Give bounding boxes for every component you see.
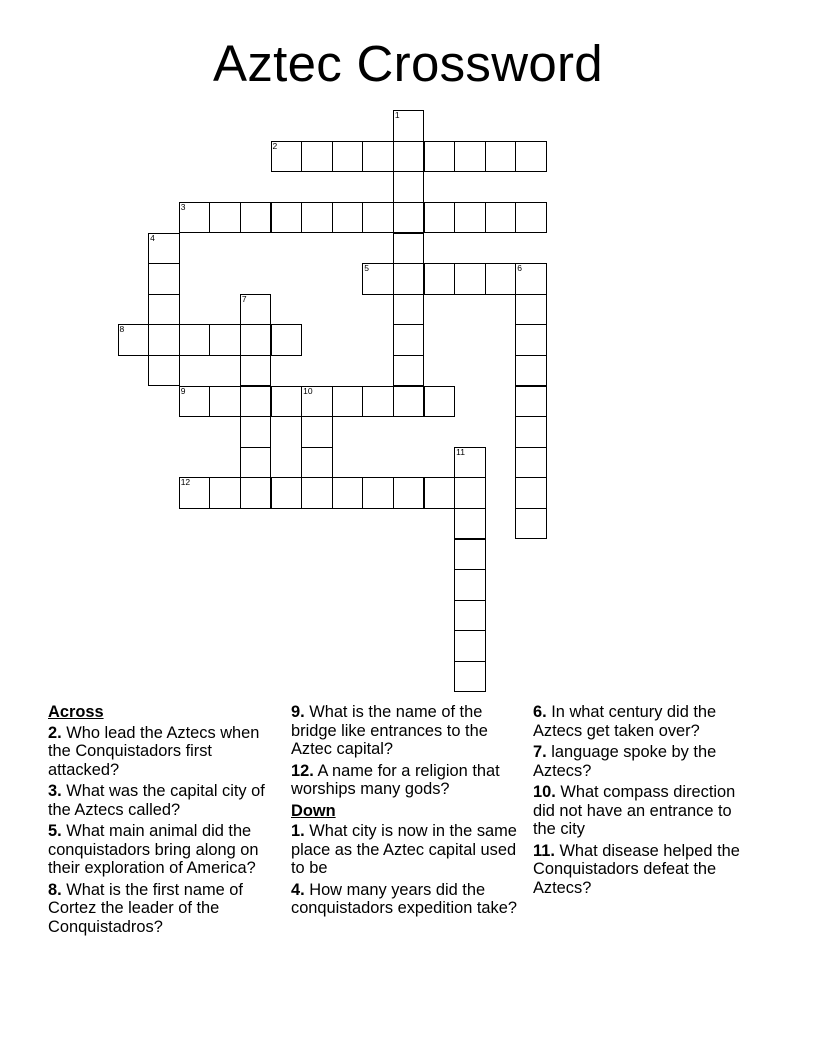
clue-number: 12 (180, 477, 191, 488)
clue-across-2: 2. Who lead the Aztecs when the Conquistadors first attacked? (48, 723, 260, 779)
grid-cell[interactable] (515, 447, 547, 479)
grid-cell[interactable] (424, 263, 456, 295)
grid-cell[interactable] (515, 508, 547, 540)
grid-cell[interactable] (454, 202, 486, 234)
grid-cell[interactable] (332, 202, 364, 234)
clue-number: 6 (517, 263, 523, 274)
grid-cell[interactable] (454, 508, 486, 540)
grid-cell[interactable] (515, 477, 547, 509)
grid-cell[interactable] (240, 386, 272, 418)
grid-cell[interactable] (148, 294, 180, 326)
grid-cell[interactable] (393, 355, 425, 387)
grid-cell[interactable] (515, 294, 547, 326)
grid-cell[interactable] (148, 324, 180, 356)
grid-cell[interactable] (179, 202, 211, 234)
grid-cell[interactable] (393, 202, 425, 234)
grid-cell[interactable] (240, 416, 272, 448)
clue-number: 8 (119, 324, 125, 335)
clue-number: 11 (456, 446, 465, 457)
clue-down-6: 6. In what century did the Aztecs get taken over? (533, 703, 717, 740)
grid-cell[interactable] (485, 202, 517, 234)
grid-cell[interactable] (393, 141, 425, 173)
grid-cell[interactable] (240, 447, 272, 479)
grid-cell[interactable] (393, 294, 425, 326)
clue-down-4: 4. How many years did the conquistadors expedition take? (291, 880, 517, 917)
grid-cell[interactable] (362, 263, 394, 295)
grid-cell[interactable] (424, 141, 456, 173)
clue-down-11: 11. What disease helped the Conquistadors defeat the Aztecs? (533, 841, 740, 897)
grid-cell[interactable] (454, 600, 486, 632)
grid-cell[interactable] (118, 324, 150, 356)
grid-cell[interactable] (393, 263, 425, 295)
grid-cell[interactable] (148, 355, 180, 387)
grid-cell[interactable] (240, 294, 272, 326)
grid-cell[interactable] (393, 477, 425, 509)
grid-cell[interactable] (332, 141, 364, 173)
grid-cell[interactable] (271, 324, 303, 356)
grid-cell[interactable] (332, 386, 364, 418)
grid-cell[interactable] (301, 477, 333, 509)
clue-across-3: 3. What was the capital city of the Aztecs called? (48, 782, 265, 819)
page-title: Aztec Crossword (213, 35, 603, 92)
grid-cell[interactable] (454, 477, 486, 509)
grid-cell[interactable] (454, 141, 486, 173)
grid-cell[interactable] (424, 386, 456, 418)
grid-cell[interactable] (271, 477, 303, 509)
clue-number: 7 (241, 293, 247, 304)
clue-down-1: 1. What city is now in the same place as the Aztec capital used to be (291, 822, 517, 877)
clue-down-10: 10. What compass direction did not have an entrance to the city (533, 783, 736, 838)
clue-number: 5 (364, 263, 370, 274)
grid-cell[interactable] (424, 202, 456, 234)
clue-number: 2 (272, 140, 278, 151)
grid-cell[interactable] (209, 477, 241, 509)
grid-cell[interactable] (393, 324, 425, 356)
grid-cell[interactable] (179, 324, 211, 356)
clue-column-1 (48, 703, 284, 939)
clue-number: 10 (303, 385, 313, 396)
grid-cell[interactable] (301, 447, 333, 479)
grid-cell[interactable] (454, 263, 486, 295)
clue-across-12: 12. A name for a religion that worships many gods? (291, 761, 500, 798)
grid-cell[interactable] (515, 324, 547, 356)
grid-cell[interactable] (485, 141, 517, 173)
grid-cell[interactable] (301, 141, 333, 173)
grid-cell[interactable] (209, 386, 241, 418)
clue-number: 9 (180, 385, 186, 396)
clue-number: 1 (394, 110, 400, 121)
grid-cell[interactable] (362, 141, 394, 173)
grid-cell[interactable] (515, 263, 547, 295)
grid-cell[interactable] (454, 630, 486, 662)
grid-cell[interactable] (393, 171, 425, 203)
grid-cell[interactable] (515, 202, 547, 234)
grid-cell[interactable] (332, 477, 364, 509)
grid-cell[interactable] (301, 416, 333, 448)
grid-cell[interactable] (271, 386, 303, 418)
clue-number: 4 (150, 232, 155, 243)
grid-cell[interactable] (485, 263, 517, 295)
grid-cell[interactable] (148, 263, 180, 295)
grid-cell[interactable] (454, 539, 486, 571)
grid-cell[interactable] (454, 447, 486, 479)
clue-column-3 (533, 703, 755, 900)
grid-cell[interactable] (424, 477, 456, 509)
grid-cell[interactable] (209, 202, 241, 234)
down-heading: Down (291, 801, 336, 820)
across-heading: Across (48, 703, 104, 721)
grid-cell[interactable] (209, 324, 241, 356)
grid-cell[interactable] (454, 661, 486, 693)
grid-cell[interactable] (362, 202, 394, 234)
grid-cell[interactable] (240, 477, 272, 509)
grid-cell[interactable] (240, 355, 272, 387)
grid-cell[interactable] (179, 477, 211, 509)
grid-cell[interactable] (515, 416, 547, 448)
grid-cell[interactable] (301, 202, 333, 234)
clue-across-9: 9. What is the name of the bridge like entrances to the Aztec capital? (291, 703, 488, 758)
grid-cell[interactable] (515, 355, 547, 387)
clue-number: 3 (180, 201, 186, 212)
grid-cell[interactable] (393, 110, 425, 142)
grid-cell[interactable] (179, 386, 211, 418)
grid-cell[interactable] (271, 141, 303, 173)
grid-cell[interactable] (301, 386, 333, 418)
grid-cell[interactable] (393, 233, 425, 265)
grid-cell[interactable] (271, 202, 303, 234)
clue-down-7: 7. language spoke by the Aztecs? (533, 743, 717, 780)
grid-cell[interactable] (362, 386, 394, 418)
clue-across-5: 5. What main animal did the conquistadors bring along on their exploration of America? (48, 822, 259, 877)
grid-cell[interactable] (393, 386, 425, 418)
grid-cell[interactable] (515, 386, 547, 418)
clue-column-2 (291, 703, 525, 921)
grid-cell[interactable] (454, 569, 486, 601)
grid-cell[interactable] (240, 202, 272, 234)
grid-cell[interactable] (362, 477, 394, 509)
grid-cell[interactable] (515, 141, 547, 173)
grid-cell[interactable] (240, 324, 272, 356)
clue-across-8: 8. What is the first name of Cortez the leader of the Conquistadros? (48, 880, 243, 936)
grid-cell[interactable] (148, 233, 180, 265)
